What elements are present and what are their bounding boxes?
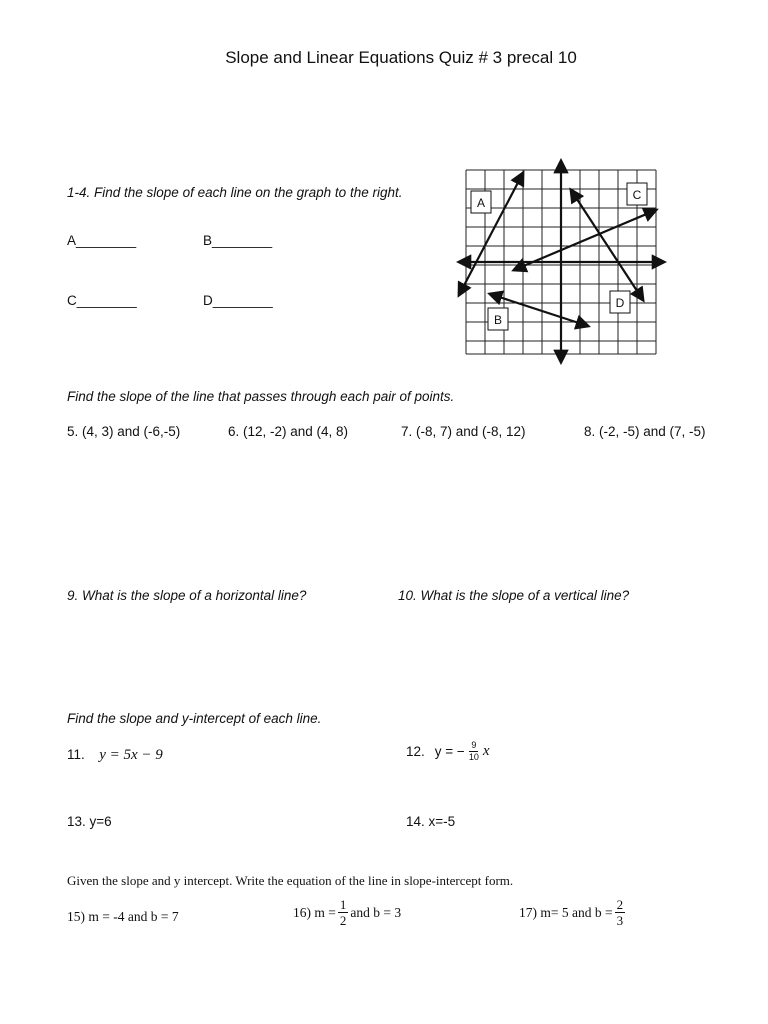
question-14: 14. x=-5 bbox=[406, 814, 456, 829]
blank-d-label: D bbox=[203, 293, 213, 308]
question-17-prefix: 17) m= 5 and b = bbox=[519, 904, 613, 920]
problem-5: 5. (4, 3) and (-6,-5) bbox=[67, 424, 181, 439]
blank-d[interactable] bbox=[203, 293, 273, 308]
blank-c-line: ________ bbox=[76, 293, 137, 308]
question-12-variable: x bbox=[482, 743, 490, 759]
question-9: 9. What is the slope of a horizontal line? bbox=[67, 588, 307, 603]
question-17-denominator: 3 bbox=[616, 913, 624, 928]
question-17-fraction bbox=[615, 898, 626, 927]
question-17 bbox=[519, 898, 627, 927]
question-16 bbox=[293, 898, 401, 927]
coordinate-graph bbox=[450, 155, 675, 370]
question-16-suffix: and b = 3 bbox=[350, 904, 402, 920]
question-16-fraction bbox=[338, 898, 349, 927]
question-12-fraction bbox=[467, 741, 481, 762]
instruction-slope-graph: 1-4. Find the slope of each line on the graph to the right. bbox=[67, 185, 403, 200]
blank-b-label: B bbox=[203, 233, 213, 248]
question-16-denominator: 2 bbox=[339, 913, 347, 928]
instruction-slope-intercept: Find the slope and y-intercept of each line. bbox=[67, 711, 322, 726]
question-12-fraction-numerator: 9 bbox=[471, 740, 477, 750]
question-11-number: 11. bbox=[67, 747, 85, 762]
question-13: 13. y=6 bbox=[67, 814, 112, 829]
blank-c-label: C bbox=[67, 293, 77, 308]
question-11-equation: y = 5x − 9 bbox=[99, 747, 163, 763]
question-11 bbox=[67, 746, 163, 764]
question-10: 10. What is the slope of a vertical line? bbox=[398, 588, 630, 603]
question-16-numerator: 1 bbox=[339, 897, 347, 912]
problem-7: 7. (-8, 7) and (-8, 12) bbox=[401, 424, 526, 439]
problem-8: 8. (-2, -5) and (7, -5) bbox=[584, 424, 706, 439]
graph-label-b: B bbox=[493, 313, 503, 327]
question-12-prefix: y = − bbox=[434, 744, 465, 759]
blank-a-line: ________ bbox=[76, 233, 137, 248]
problem-6: 6. (12, -2) and (4, 8) bbox=[228, 424, 349, 439]
blank-b-line: ________ bbox=[212, 233, 273, 248]
blank-d-line: ________ bbox=[212, 293, 273, 308]
graph-label-d: D bbox=[615, 296, 625, 310]
question-12-fraction-denominator: 10 bbox=[468, 752, 479, 762]
blank-a-label: A bbox=[67, 233, 77, 248]
blank-c[interactable] bbox=[67, 293, 137, 308]
question-12-number: 12. bbox=[406, 744, 425, 759]
question-16-prefix: 16) m = bbox=[293, 904, 336, 920]
question-17-numerator: 2 bbox=[616, 897, 624, 912]
page-title: Slope and Linear Equations Quiz # 3 precal 10 bbox=[225, 48, 577, 67]
blank-a[interactable] bbox=[67, 233, 136, 248]
blank-b[interactable] bbox=[203, 233, 272, 248]
question-15: 15) m = -4 and b = 7 bbox=[67, 909, 179, 924]
question-12 bbox=[406, 741, 490, 762]
graph-label-c: C bbox=[632, 188, 642, 202]
graph-label-a: A bbox=[476, 196, 486, 210]
instruction-two-points: Find the slope of the line that passes through each pair of points. bbox=[67, 389, 455, 404]
instruction-write-equation: Given the slope and y intercept. Write the equation of the line in slope-intercept form. bbox=[67, 873, 514, 888]
